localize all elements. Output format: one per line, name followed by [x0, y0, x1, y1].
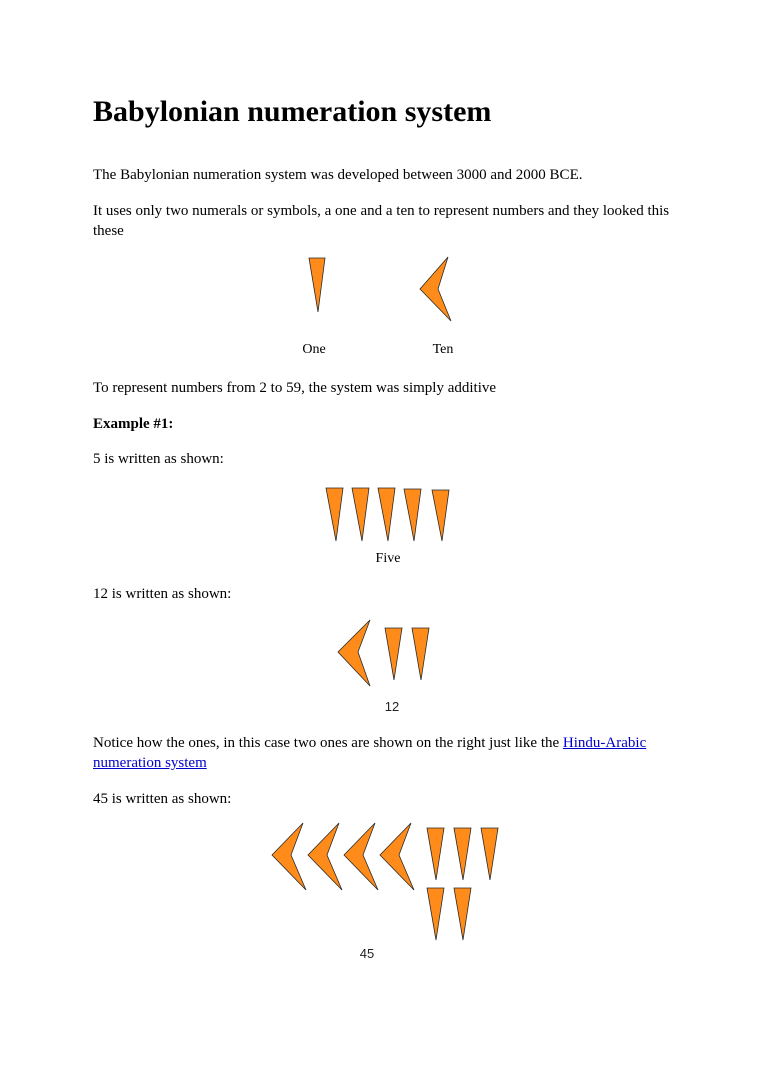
- ten-symbol: [272, 823, 306, 890]
- hindu-arabic-link[interactable]: Hindu-Arabic numeration system: [93, 735, 647, 771]
- one-symbol: [481, 828, 498, 880]
- example-heading: Example #1:: [93, 416, 174, 432]
- fortyfive-label: 45: [359, 946, 375, 961]
- one-label: One: [302, 342, 326, 357]
- symbols-paragraph: It uses only two numerals or symbols, a one and a ten to represent numbers and they looked this these: [93, 203, 670, 239]
- ten-symbol: [380, 823, 414, 890]
- one-symbol: [454, 828, 471, 880]
- ten-label: Ten: [432, 342, 454, 357]
- five-label: Five: [375, 551, 401, 566]
- additive-paragraph: To represent numbers from 2 to 59, the system was simply additive: [93, 380, 497, 396]
- twelve-caption: 12 is written as shown:: [93, 586, 232, 602]
- twelve-label: 12: [384, 699, 400, 714]
- notice-text: Notice how the ones, in this case two ones are shown on the right just like the: [93, 735, 563, 751]
- ten-symbol: [344, 823, 378, 890]
- page-title: Babylonian numeration system: [93, 95, 492, 128]
- fortyfive-caption: 45 is written as shown:: [93, 791, 232, 807]
- one-symbol: [454, 888, 471, 940]
- intro-paragraph: The Babylonian numeration system was developed between 3000 and 2000 BCE.: [93, 167, 583, 183]
- five-caption: 5 is written as shown:: [93, 451, 224, 467]
- ten-symbol: [308, 823, 342, 890]
- one-symbol: [427, 888, 444, 940]
- one-symbol: [427, 828, 444, 880]
